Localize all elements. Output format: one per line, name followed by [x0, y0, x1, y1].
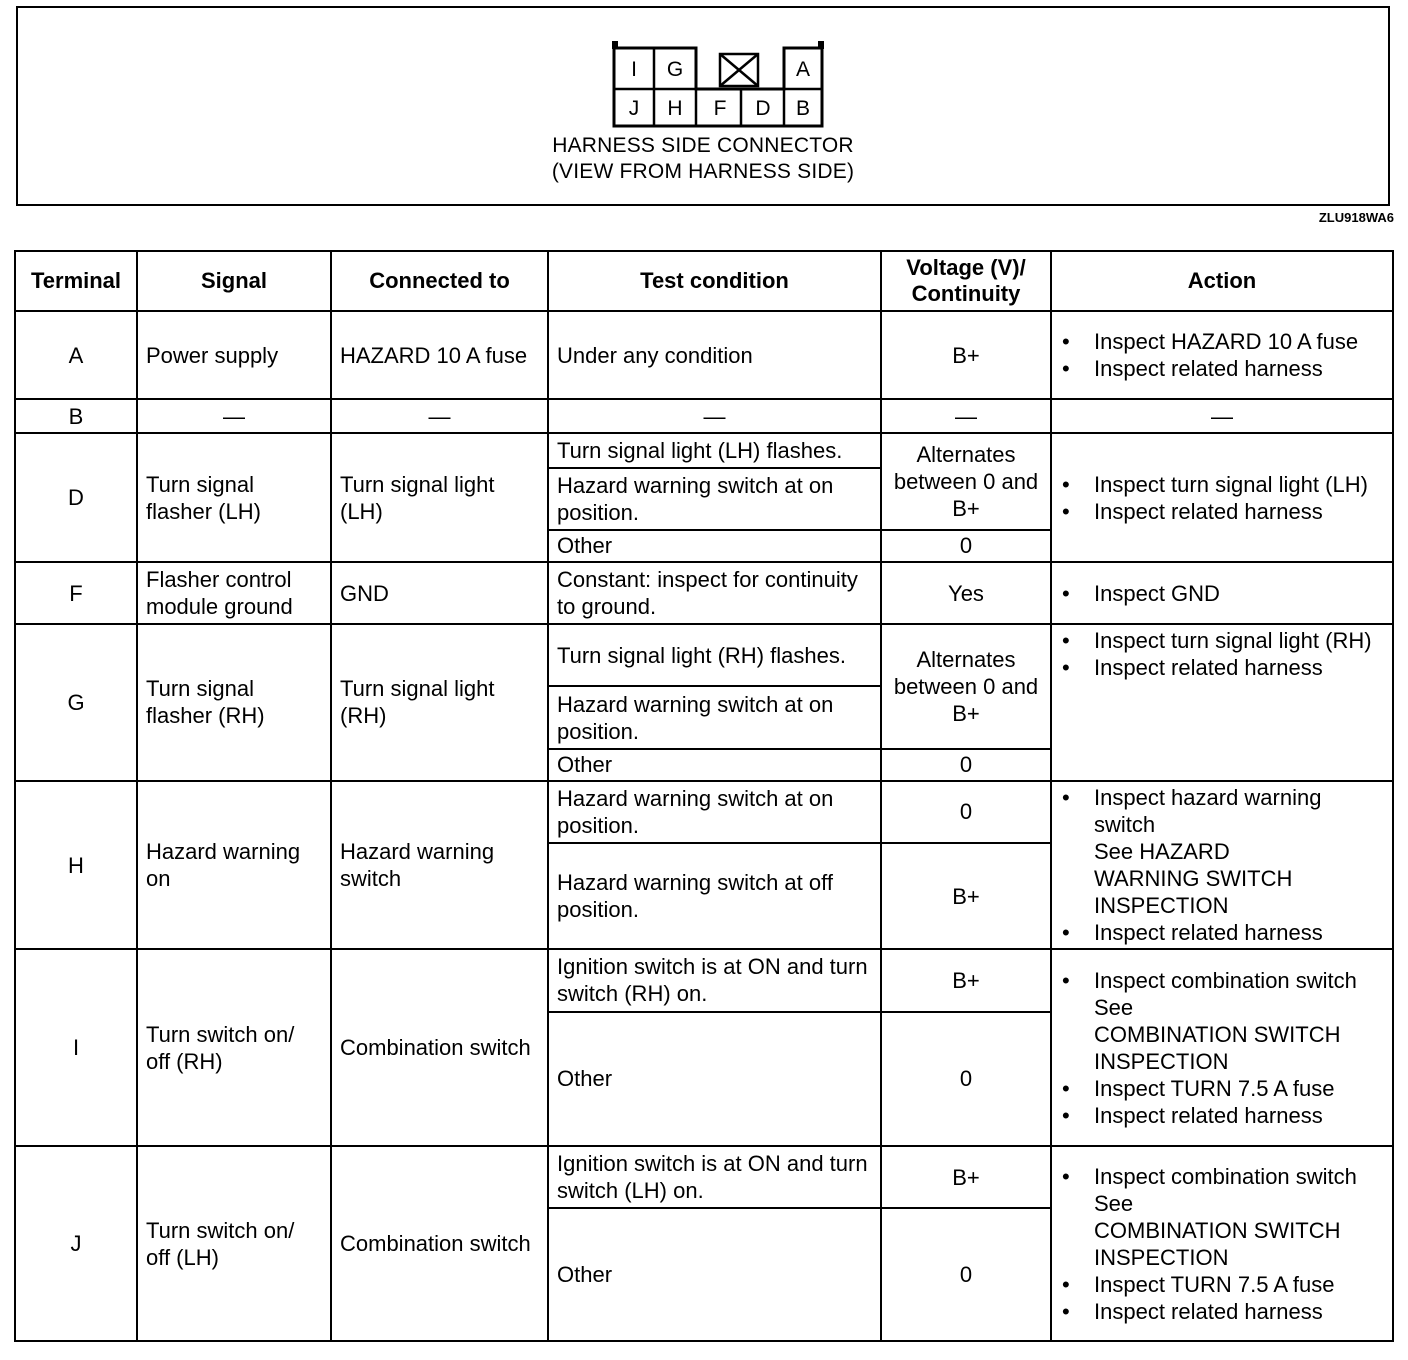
table-row — [15, 433, 1393, 467]
action-item: • Inspect related harness — [1060, 498, 1384, 525]
terminal-cell: D — [15, 433, 137, 561]
action-item: • Inspect related harness — [1060, 355, 1384, 382]
action-note: See HAZARD — [1094, 839, 1230, 865]
connected-to-cell: Turn signal light (RH) — [331, 624, 548, 781]
pin-label-b: B — [795, 97, 811, 120]
signal-cell: — — [137, 399, 331, 433]
table-row — [15, 624, 1393, 686]
terminal-cell: G — [15, 624, 137, 781]
action-note: See — [1094, 994, 1134, 1020]
table-row — [15, 562, 1393, 624]
voltage-cell: B+ — [881, 949, 1051, 1011]
terminal-cell: F — [15, 562, 137, 624]
action-cell — [1051, 562, 1393, 624]
action-note: WARNING SWITCH — [1094, 866, 1293, 892]
action-note: INSPECTION — [1094, 1244, 1229, 1270]
test-condition-cell: Under any condition — [548, 311, 881, 399]
header-connected-to: Connected to — [331, 251, 548, 311]
voltage-cell: Yes — [881, 562, 1051, 624]
test-condition-cell: Hazard warning switch at on position. — [548, 686, 881, 748]
connected-to-cell: GND — [331, 562, 548, 624]
test-condition-cell: Constant: inspect for continuity to ground. — [548, 562, 881, 624]
action-note: INSPECTION — [1094, 893, 1229, 919]
voltage-cell: 0 — [881, 1012, 1051, 1147]
connected-to-cell: Combination switch — [331, 949, 548, 1146]
action-cell — [1051, 433, 1393, 561]
test-condition-cell: Hazard warning switch at on position. — [548, 468, 881, 530]
connected-to-cell: Turn signal light (LH) — [331, 433, 548, 561]
voltage-cell: B+ — [881, 311, 1051, 399]
action-item: • Inspect combination switch — [1060, 967, 1384, 994]
action-cell — [1051, 781, 1393, 950]
test-condition-cell: Turn signal light (RH) flashes. — [548, 624, 881, 686]
table-row — [15, 949, 1393, 1011]
connected-to-cell: HAZARD 10 A fuse — [331, 311, 548, 399]
pin-label-h: H — [667, 97, 683, 120]
test-condition-cell: Hazard warning switch at off position. — [548, 843, 881, 949]
signal-cell: Turn signal flasher (RH) — [137, 624, 331, 781]
action-item: • Inspect related harness — [1060, 1102, 1384, 1129]
action-item: • Inspect related harness — [1060, 1298, 1384, 1325]
voltage-cell: B+ — [881, 843, 1051, 949]
terminal-cell: B — [15, 399, 137, 433]
test-condition-cell: Turn signal light (LH) flashes. — [548, 433, 881, 467]
action-item: • Inspect GND — [1060, 580, 1384, 607]
action-item: • Inspect combination switch — [1060, 1163, 1384, 1190]
action-item: • Inspect hazard warning switch — [1060, 784, 1384, 838]
voltage-cell: Alternates between 0 and B+ — [881, 433, 1051, 529]
header-test-condition: Test condition — [548, 251, 881, 311]
test-condition-cell: Other — [548, 1208, 881, 1341]
action-cell — [1051, 949, 1393, 1146]
action-note: INSPECTION — [1094, 1048, 1229, 1074]
voltage-cell: 0 — [881, 530, 1051, 562]
test-condition-cell: Ignition switch is at ON and turn switch (RH) on. — [548, 949, 881, 1011]
pin-label-j: J — [628, 97, 640, 120]
table-row — [15, 399, 1393, 433]
action-item: • Inspect TURN 7.5 A fuse — [1060, 1271, 1384, 1298]
action-item: • Inspect related harness — [1060, 919, 1384, 946]
voltage-cell: Alternates between 0 and B+ — [881, 624, 1051, 748]
test-condition-cell: Other — [548, 749, 881, 781]
header-signal: Signal — [137, 251, 331, 311]
test-condition-cell: Other — [548, 530, 881, 562]
table-row — [15, 311, 1393, 399]
pin-label-a: A — [795, 58, 811, 81]
action-note: COMBINATION SWITCH — [1094, 1217, 1341, 1243]
action-note: COMBINATION SWITCH — [1094, 1021, 1341, 1047]
terminal-inspection-table — [14, 250, 1394, 1342]
test-condition-cell: Hazard warning switch at on position. — [548, 781, 881, 843]
connected-to-cell: — — [331, 399, 548, 433]
connected-to-cell: Hazard warning switch — [331, 781, 548, 950]
test-condition-cell: Other — [548, 1012, 881, 1147]
voltage-cell: 0 — [881, 781, 1051, 843]
pin-label-d: D — [755, 97, 771, 120]
action-item: • Inspect related harness — [1060, 654, 1384, 681]
signal-cell: Power supply — [137, 311, 331, 399]
signal-cell: Hazard warning on — [137, 781, 331, 950]
figure-id: ZLU918WA6 — [1318, 210, 1394, 225]
terminal-cell: I — [15, 949, 137, 1146]
voltage-cell: 0 — [881, 749, 1051, 781]
terminal-cell: H — [15, 781, 137, 950]
caption-line-1: HARNESS SIDE CONNECTOR — [552, 134, 854, 157]
pin-label-f: F — [713, 97, 727, 120]
table-row — [15, 1146, 1393, 1208]
harness-connector-diagram — [596, 38, 836, 133]
action-cell — [1051, 311, 1393, 399]
caption-line-2: (VIEW FROM HARNESS SIDE) — [551, 160, 855, 183]
action-cell: — — [1051, 399, 1393, 433]
connected-to-cell: Combination switch — [331, 1146, 548, 1341]
connector-diagram-box — [16, 6, 1390, 206]
action-item: • Inspect turn signal light (RH) — [1060, 627, 1384, 654]
voltage-cell: B+ — [881, 1146, 1051, 1208]
terminal-cell: J — [15, 1146, 137, 1341]
header-terminal: Terminal — [15, 251, 137, 311]
signal-cell: Turn switch on/ off (RH) — [137, 949, 331, 1146]
action-note: See — [1094, 1190, 1134, 1216]
signal-cell: Turn signal flasher (LH) — [137, 433, 331, 561]
table-row — [15, 781, 1393, 843]
voltage-cell: 0 — [881, 1208, 1051, 1341]
header-voltage-line-1: Voltage (V)/ — [906, 255, 1026, 280]
signal-cell: Turn switch on/ off (LH) — [137, 1146, 331, 1341]
header-row — [15, 251, 1393, 311]
action-item: • Inspect HAZARD 10 A fuse — [1060, 328, 1384, 355]
test-condition-cell: Ignition switch is at ON and turn switch (LH) on. — [548, 1146, 881, 1208]
test-condition-cell: — — [548, 399, 881, 433]
pin-label-g: G — [666, 58, 684, 81]
header-voltage-line-2: Continuity — [911, 281, 1021, 306]
action-item: • Inspect TURN 7.5 A fuse — [1060, 1075, 1384, 1102]
connector-caption — [18, 133, 1388, 185]
action-item: • Inspect turn signal light (LH) — [1060, 471, 1384, 498]
terminal-cell: A — [15, 311, 137, 399]
action-cell — [1051, 624, 1393, 781]
header-voltage — [881, 251, 1051, 311]
header-action: Action — [1051, 251, 1393, 311]
voltage-cell: — — [881, 399, 1051, 433]
signal-cell: Flasher control module ground — [137, 562, 331, 624]
pin-label-i: I — [631, 58, 637, 81]
action-cell — [1051, 1146, 1393, 1341]
